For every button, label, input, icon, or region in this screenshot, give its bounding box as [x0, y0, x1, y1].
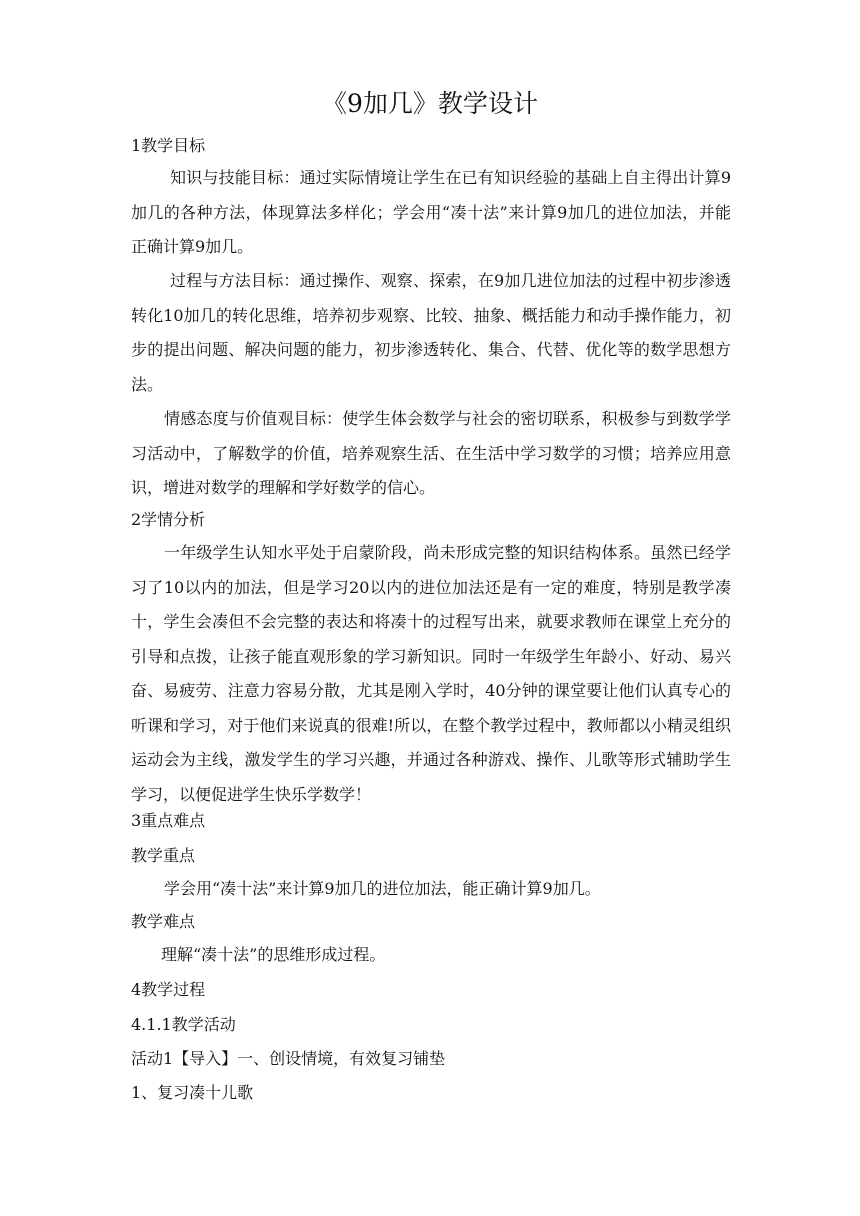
- paragraph-teaching-focus: 学会用“凑十法”来计算9加几的进位加法，能正确计算9加几。: [164, 879, 601, 898]
- section-heading-student-analysis: 2学情分析: [131, 510, 206, 529]
- document-title: 《9加几》教学设计: [322, 89, 538, 118]
- section-heading-teaching-goals: 1教学目标: [131, 136, 206, 155]
- subheading-teaching-focus: 教学重点: [131, 846, 196, 865]
- section-heading-teaching-process: 4教学过程: [131, 980, 206, 999]
- paragraph-teaching-difficulty: 理解“凑十法”的思维形成过程。: [161, 945, 386, 964]
- paragraph-knowledge-skill-goal: 知识与技能目标：通过实际情境让学生在已有知识经验的基础上自主得出计算9加几的各种方法，体现算法多样化；学会用“凑十法”来计算9加几的进位加法，并能正确计算9加几。: [131, 168, 731, 256]
- paragraph-student-analysis: 一年级学生认知水平处于启蒙阶段，尚未形成完整的知识结构体系。虽然已经学习了10以内的加法，但是学习20以内的进位加法还是有一定的难度，特别是教学凑十，学生会凑但不会完整的表达和将凑十的过程写出来，就要求教师在课堂上充分的引导和点拨，让孩子能直观形象的学习新知识。同时一年级学生年龄小、好动、易兴奋、易疲劳、注意力容易分散，尤其是刚入学时，40分钟的课堂要让他们认真专心的听课和学习，对于他们来说真的很难!所以，在整个教学过程中，教师都以小精灵组织运动会为主线，激发学生的学习兴趣，并通过各种游戏、操作、儿歌等形式辅助学生学习，以便促进学生快乐学数学！: [131, 543, 731, 804]
- paragraph-process-method-goal: 过程与方法目标：通过操作、观察、探索，在9加几进位加法的过程中初步渗透转化10加几的转化思维，培养初步观察、比较、抽象、概括能力和动手操作能力，初步的提出问题、解决问题的能力，初步渗透转化、集合、代替、优化等的数学思想方法。: [131, 271, 731, 394]
- activity-1-intro: 活动1【导入】一、创设情境，有效复习铺垫: [131, 1049, 446, 1068]
- subheading-teaching-activity: 4.1.1教学活动: [131, 1015, 236, 1034]
- list-item-review-song: 1、复习凑十儿歌: [131, 1083, 254, 1102]
- section-heading-key-difficulties: 3重点难点: [131, 811, 206, 830]
- subheading-teaching-difficulty: 教学难点: [131, 912, 196, 931]
- paragraph-emotion-value-goal: 情感态度与价值观目标：使学生体会数学与社会的密切联系，积极参与到数学学习活动中，了解数学的价值，培养观察生活、在生活中学习数学的习惯；培养应用意识，增进对数学的理解和学好数学的信心。: [131, 409, 731, 497]
